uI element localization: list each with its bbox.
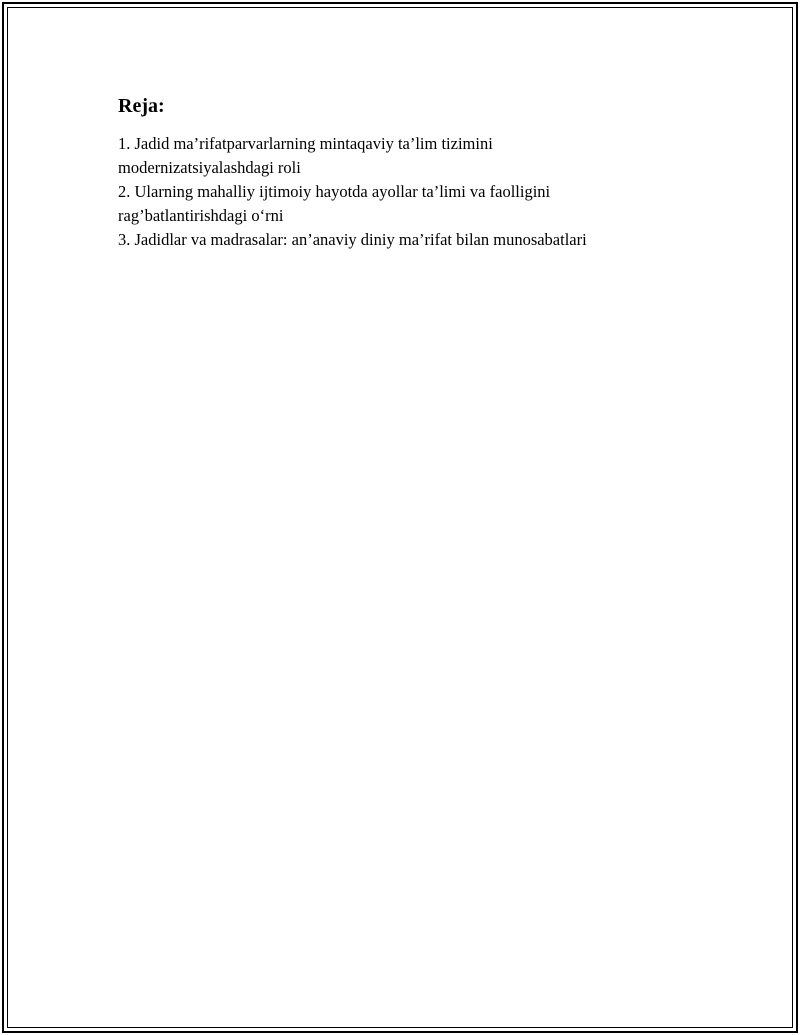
page-content — [118, 94, 698, 252]
plan-item-1-line-1: 1. Jadid ma’rifatparvarlarning mintaqaviy ta’lim tizimini — [118, 134, 493, 153]
plan-item-1-line-2: modernizatsiyalashdagi roli — [118, 158, 301, 177]
plan-heading: Reja: — [118, 95, 165, 117]
plan-list — [118, 132, 698, 252]
plan-item-3-line-1: 3. Jadidlar va madrasalar: an’anaviy diniy ma’rifat bilan munosabatlari — [118, 230, 587, 249]
plan-item-2-line-1: 2. Ularning mahalliy ijtimoiy hayotda ayollar ta’limi va faolligini — [118, 182, 551, 201]
plan-item-2-line-2: rag’batlantirishdagi o‘rni — [118, 206, 284, 225]
